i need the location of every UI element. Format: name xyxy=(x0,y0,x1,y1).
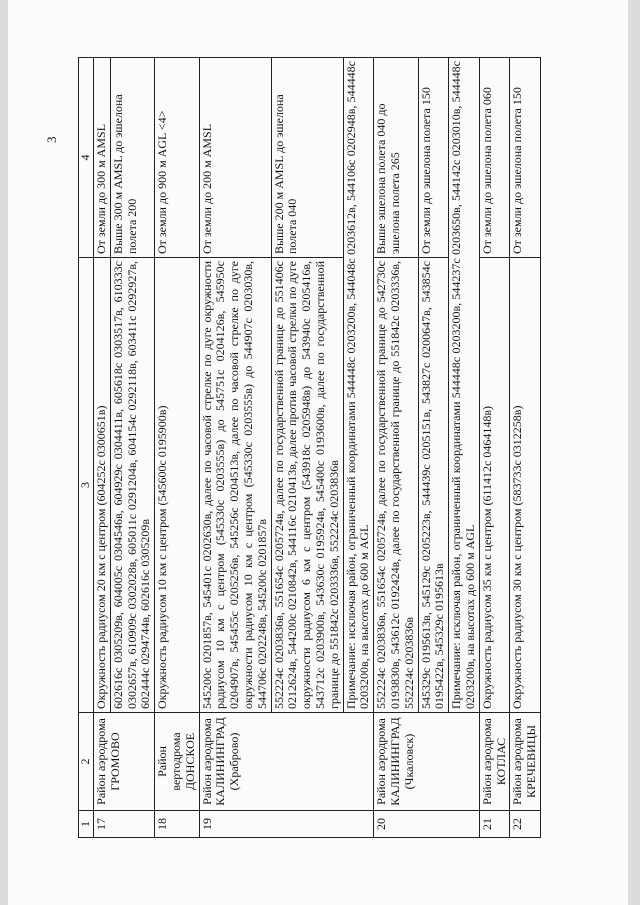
cell-desc: Окружность радиусом 10 км с центром (545600с 0195900в) xyxy=(155,258,199,713)
cell-name: Район аэродрома КАЛИНИНГРАД (Храброво) xyxy=(199,713,374,811)
cell-desc: 545329с 0195613в, 545129с 0205223в, 544439с 0205151в, 543827с 0200647в, 543854с 0195422в, 545329с 0195613в xyxy=(418,258,449,713)
header-row xyxy=(79,58,94,838)
cell-num: 20 xyxy=(374,811,480,838)
cell-alt: От земли до 900 м AGL <4> xyxy=(155,58,199,258)
table-row xyxy=(510,58,541,838)
cell-alt: От земли до 200 м AMSL xyxy=(199,58,271,258)
cell-num: 21 xyxy=(479,811,510,838)
page-number: 3 xyxy=(44,136,59,143)
cell-alt: От земли до 300 м AMSL xyxy=(94,58,111,258)
cell-name: Район аэродрома КОТЛАС xyxy=(479,713,510,811)
header-col-4: 4 xyxy=(79,58,94,258)
cell-name: Район вертодрома ДОНСКОЕ xyxy=(155,713,199,811)
cell-name: Район аэродрома КАЛИНИНГРАД (Чкаловск) xyxy=(374,713,480,811)
cell-desc: 602616с 0305209в, 604005с 0304546в, 604929с 0304411в, 605618с 0303517в, 610333с 0302657в, 610909с 0302028в, 605011с 0291204в, 604154с 0292118в, 603411с 0292927в, 602444с 0294744в, 602616с 0305209в xyxy=(110,258,154,713)
table-row xyxy=(199,58,271,838)
cell-name: Район аэродрома КРЕЧЕВИЦЫ xyxy=(510,713,541,811)
cell-desc: 545200с 0201857в, 545401с 0202630в, далее по часовой стрелке по дуге окружности радиусом 10 км с центром (545330с 0203555в) до 545751с 0204126в, 545950с 0204907в, 545455с 0205256в, 545256с 0204513в, далее по часовой стрелке по дуге окружности радиусом 10 км с центром (545330с 0203555в) до 544907с 0203030в, 544706с 0202248в, 545200с 0201857в xyxy=(199,258,271,713)
cell-alt: От земли до эшелона полета 150 xyxy=(510,58,541,258)
cell-alt: Выше 200 м AMSL до эшелона полета 040 xyxy=(271,58,343,258)
cell-desc: 552224с 0203836в, 551654с 0205724в, далее по государственной границе до 542730с 0193830в, 543612с 0192424в, далее по государственной границе до 551842с 0203336в, 552224с 0203836в xyxy=(374,258,418,713)
cell-desc: Окружность радиусом 20 км с центром (604252с 0300651в) xyxy=(94,258,111,713)
cell-alt: От земли до эшелона полета 060 xyxy=(479,58,510,258)
cell-num: 19 xyxy=(199,811,374,838)
table-row xyxy=(479,58,510,838)
cell-num: 18 xyxy=(155,811,199,838)
table-row xyxy=(155,58,199,838)
header-col-2: 2 xyxy=(79,713,94,811)
cell-desc: 552224с 0203836в, 551654с 0205724в, далее по государственной границе до 551406с 0212624в, 544200с 0210842в, 544116с 0210413в, далее против часовой стрелки по дуге окружности радиусом 6 км с центром (543918с 0205948в) до 543940с 0205416в, 543712с 0203900в, 543630с 0195924в, 545400с 0193600в, далее по государственной границе до 551842с 0203336в, 552224с 0203836в xyxy=(271,258,343,713)
document-page xyxy=(8,0,628,905)
rotated-table-container xyxy=(78,58,640,838)
header-col-1: 1 xyxy=(79,811,94,838)
table-row xyxy=(94,58,111,838)
cell-alt: Выше 300 м AMSL до эшелона полета 200 xyxy=(110,58,154,258)
cell-desc: Окружность радиусом 35 км с центром (611412с 0464148в) xyxy=(479,258,510,713)
cell-desc: Примечание: исключая район, ограниченный координатами 544448с 0203200в, 544237с 0203650в, 544142с 0203010в, 544448с 0203200в, на высотах до 600 м AGL xyxy=(449,58,480,713)
cell-name: Район аэродрома ГРОМОВО xyxy=(94,713,155,811)
cell-alt: От земли до эшелона полета 150 xyxy=(418,58,449,258)
cell-alt: Выше эшелона полета 040 до эшелона полета 265 xyxy=(374,58,418,258)
cell-num: 17 xyxy=(94,811,155,838)
table-row xyxy=(374,58,418,838)
cell-desc: Примечание: исключая район, ограниченный координатами 544448с 0203200в, 544048с 0203612в, 544106с 0202948в, 544448с 0203200в, на высотах до 600 м AGL xyxy=(343,58,374,713)
cell-desc: Окружность радиусом 30 км с центром (583733с 0312258в) xyxy=(510,258,541,713)
cell-num: 22 xyxy=(510,811,541,838)
header-col-3: 3 xyxy=(79,258,94,713)
airspace-table xyxy=(78,57,541,838)
